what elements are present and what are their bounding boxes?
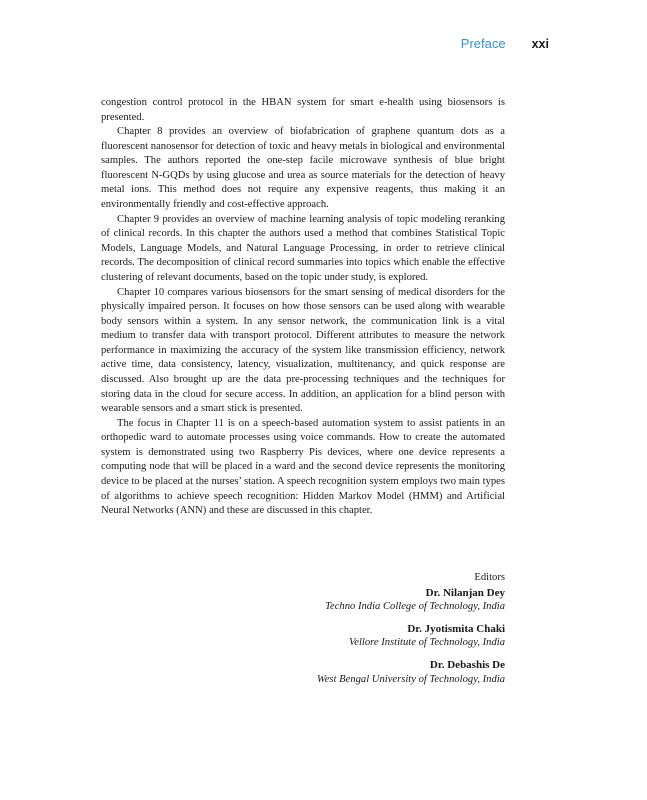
editor-affiliation: Techno India College of Technology, India [325, 601, 505, 613]
paragraph: Chapter 10 compares various biosensors for the smart sensing of medical disorders for the physically impaired person. It focuses on how those sensors can be used along with wearable body sensors within a system. In any sensor network, the communication link is a vital medium to transfer data with transport protocol. Different attributes to measure the network performance in maximizing the accuracy of the system like transmission efficiency, network active time, data consistency, latency, visualization, multitenancy, and quick response are discussed. Also brought up are the data pre-processing techniques and the techniques for storing data in the cloud for secure access. In addition, an application for a blind person with wearable sensors and a smart stick is presented. [101, 286, 505, 415]
paragraph: congestion control protocol in the HBAN system for smart e-health using biosensors is presented. [101, 97, 505, 123]
body-text [101, 96, 505, 519]
editor-affiliation: West Bengal University of Technology, India [316, 673, 505, 685]
running-head-section: Preface [460, 36, 506, 51]
paragraph: The focus in Chapter 11 is on a speech-based automation system to assist patients in an orthopedic ward to automate processes using voice commands. How to create the automated system is demonstrated using two Raspberry Pis devices, where one device represents a computing node that will be placed in a ward and the second device represents the monitoring device to be placed at the nurses’ station. A speech recognition system employs two main types of algorithms to achieve speech recognition: Hidden Markov Model (HMM) and Artificial Neural Networks (ANN) and these are discussed in this chapter. [101, 417, 505, 517]
editor-entry [317, 658, 505, 687]
editor-name: Dr. Debashis De [429, 658, 505, 671]
paragraph: Chapter 8 provides an overview of biofabrication of graphene quantum dots as a fluorescent nanosensor for detection of toxic and heavy metals in biological and environmental samples. The authors reported the one-step facile microwave synthesis of blue bright fluorescent N-GQDs by using glucose and urea as source materials for the detection of heavy metal ions. This method does not require any expensive reagents, thus making it an environmentally friendly and cost-effective approach. [101, 126, 505, 211]
editor-name: Dr. Jyotismita Chaki [407, 622, 505, 635]
paragraph: Chapter 9 provides an overview of machine learning analysis of topic modeling reranking of clinical records. In this chapter the authors used a method that combines Statistical Topic Models, Language Models, and Natural Language Processing, in order to retrieve clinical records. The decomposition of clinical record summaries into topics which enable the effective clustering of relevant documents, based on the topic under study, is explored. [101, 213, 505, 283]
running-head [461, 36, 549, 51]
editor-entry [317, 586, 505, 615]
editors-heading: Editors [474, 572, 505, 583]
editor-name: Dr. Nilanjan Dey [425, 586, 505, 599]
editors-signature [317, 571, 505, 694]
editor-entry [317, 622, 505, 651]
editor-affiliation: Vellore Institute of Technology, India [348, 637, 505, 649]
page-number: xxi [531, 37, 549, 51]
